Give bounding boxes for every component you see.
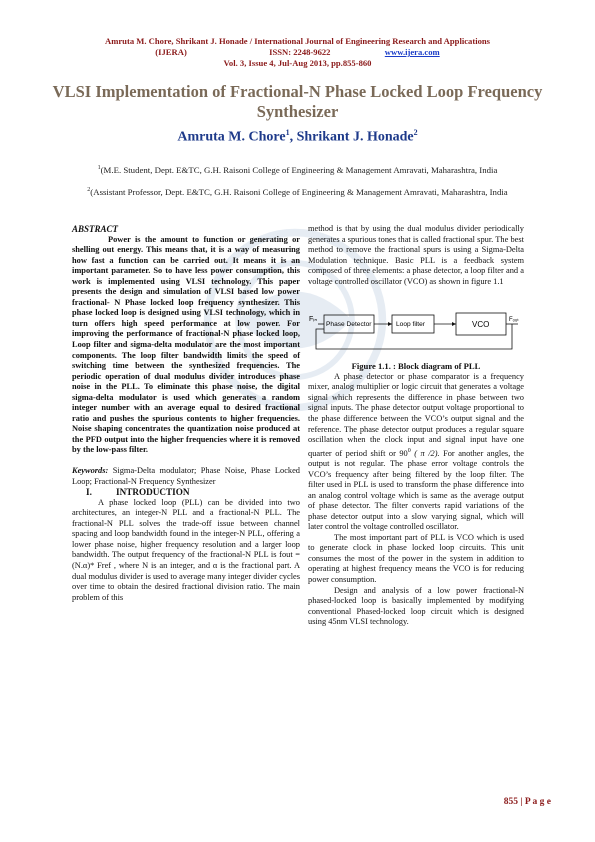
author-1-sup: 1 [285, 128, 290, 137]
paper-title: VLSI Implementation of Fractional-N Phase Locked Loop Frequency Synthesizer [52, 82, 543, 121]
author-2: Shrikant J. Honade [296, 129, 414, 145]
abstract-body: Power is the amount to function or generating or shelling out energy. This means that, it is a way of measuring how fast a function can be carried out. It means it is an important parameter. So to have less power consumption, this work is implemented using VLSI technology. This paper presents the design and simulation of VLSI based low power fractional- N Phase locked loop frequency synthesizer. This phase locked loop is designed using VLSI technology, which in turn offers high speed performance at low power. For improving the performance of fractional-N phase locked loop, Loop filter and sigma-delta modulator are the most important components. The loop filter bandwidth limits the speed of switching time between the synthesized frequencies. The periodic operation of dual modulus divider introduces phase noise in the PLL. To eliminate this phase noise, the digital sigma-delta modulator is used which generates a random integer number with an average equal to desired fractional ratio and pushes the spurious contents to higher frequencies. Noise shaping concentrates the quantization noise produced at the PFD output into the higher frequencies where it is removed by the low-pass filter. [72, 234, 300, 455]
pi-expression: ( π /2). [410, 448, 444, 458]
right-paragraph-3: The most important part of PLL is VCO which is used to generate clock in phase locked loop circuits. This unit consumes the most of the power in the system in addition to operating at highest frequency means the VCO is for reducing power consumption. [308, 532, 524, 585]
author-separator: , [289, 129, 297, 145]
right-paragraph-1: method is that by using the dual modulus divider periodically generates a spurious tones that is called fractional spur. The best method to remove the fractional spurs is using a Sigma-Delta Modulation technique. Basic PLL is a feedback system composed of three elements: a phase detector, a loop filter and a voltage controlled oscillator (VCO) as shown in figure 1.1 [308, 224, 524, 286]
figure-1-1-caption: Figure 1.1. : Block diagram of PLL [351, 361, 481, 372]
journal-header-line2 [0, 47, 595, 58]
page-word: P a g e [524, 797, 551, 807]
keywords-text: Sigma-Delta modulator; Phase Noise, Phase Locked Loop; Fractional-N Frequency Synthesizer [72, 466, 300, 486]
right-paragraph-2 [308, 372, 524, 533]
keywords-label: Keywords: [72, 466, 109, 476]
journal-website-link[interactable]: www.ijera.com [384, 47, 440, 57]
affiliation-2-sup: 2 [87, 187, 91, 193]
vco-label: VCO [472, 320, 490, 330]
journal-header-line1 [0, 36, 595, 47]
section-number: I. [86, 487, 92, 498]
journal-volume: Vol. 3, Issue 4, Jul-Aug 2013, pp.855-860 [223, 58, 372, 68]
affiliation-1 [60, 163, 535, 176]
issn: ISSN: 2248-9622 [269, 47, 331, 57]
keywords [72, 466, 300, 487]
journal-citation: Amruta M. Chore, Shrikant J. Honade / International Journal of Engineering Research and Applications [105, 36, 490, 46]
affiliation-2 [60, 185, 535, 198]
fout-label: Fₒᵤₜ [509, 317, 519, 324]
abstract-heading: ABSTRACT [72, 224, 119, 234]
arrow-icon [452, 322, 456, 326]
p2-part-a: A phase detector or phase comparator is a frequency mixer, analog multiplier or logic circuit that generates a voltage signal which represents the difference in phase between two signal inputs. The phase detector output voltage proportional to the phase difference between the VCO’s output signal and the reference. The phase detector output produces a regular square oscillation when the clock input and signal input have one quarter of period shift or 90 [308, 371, 524, 458]
page-number-sep: | [518, 797, 525, 807]
figure-1-1-block-diagram [308, 291, 524, 357]
affiliation-2-text: (Assistant Professor, Dept. E&TC, G.H. Raisoni College of Engineering & Management Amravati, Maharashtra, India [90, 186, 508, 197]
journal-abbr: (IJERA) [155, 47, 187, 57]
phase-detector-label: Phase Detector [326, 321, 372, 329]
page-number [504, 797, 551, 807]
page-number-value: 855 [503, 797, 519, 807]
section-title: INTRODUCTION [116, 487, 190, 498]
author-2-sup: 2 [413, 128, 418, 137]
affiliation-1-sup: 1 [97, 165, 101, 171]
intro-paragraph-1: A phase locked loop (PLL) can be divided into two architectures, an integer-N PLL and a fractional-N PLL. The fractional-N PLL solves the trade-off issue between channel spacing and loop bandwidth found in the integer-N PLL, offering a lower phase noise, higher frequency resolution and a larger loop bandwidth. The output frequency of the fractional-N PLL is fout = (N.α)* Fref , where N is an integer, and α is the fractional part. A dual modulus divider is used to average many integer divider cycles over time to obtain the desired fractional division ratio. The main problem of this [72, 497, 300, 602]
fin-label: Fᵢₙ [309, 316, 318, 324]
author-1: Amruta M. Chore [177, 129, 286, 145]
arrow-icon [388, 322, 392, 326]
pll-block-diagram [308, 291, 524, 357]
left-column [72, 224, 300, 603]
right-column [308, 224, 524, 628]
author-list [0, 128, 595, 146]
affiliation-1-text: (M.E. Student, Dept. E&TC, G.H. Raisoni College of Engineering & Management Amravati, Maharashtra, India [100, 164, 498, 175]
right-paragraph-4: Design and analysis of a low power fractional-N phased-locked loop is basically implemented by modifying conventional Phased-locked loop circuit which is designed using 45nm VLSI technology. [308, 585, 524, 627]
loop-filter-label: Loop filter [396, 321, 425, 329]
degree-sup: 0 [407, 447, 411, 454]
p2-part-b: For another angles, the output is not regular. The phase error voltage controls the VCO’s frequency after being filtered by the loop filter. The filter used in PLL is used to transform the phase difference into an analog control voltage which is same as the average output of phase detector. The filter converts rapid variations of the phase detector output into a slow varying signal, which will later control the voltage controlled oscillator. [308, 448, 524, 532]
section-heading-introduction [72, 487, 300, 498]
